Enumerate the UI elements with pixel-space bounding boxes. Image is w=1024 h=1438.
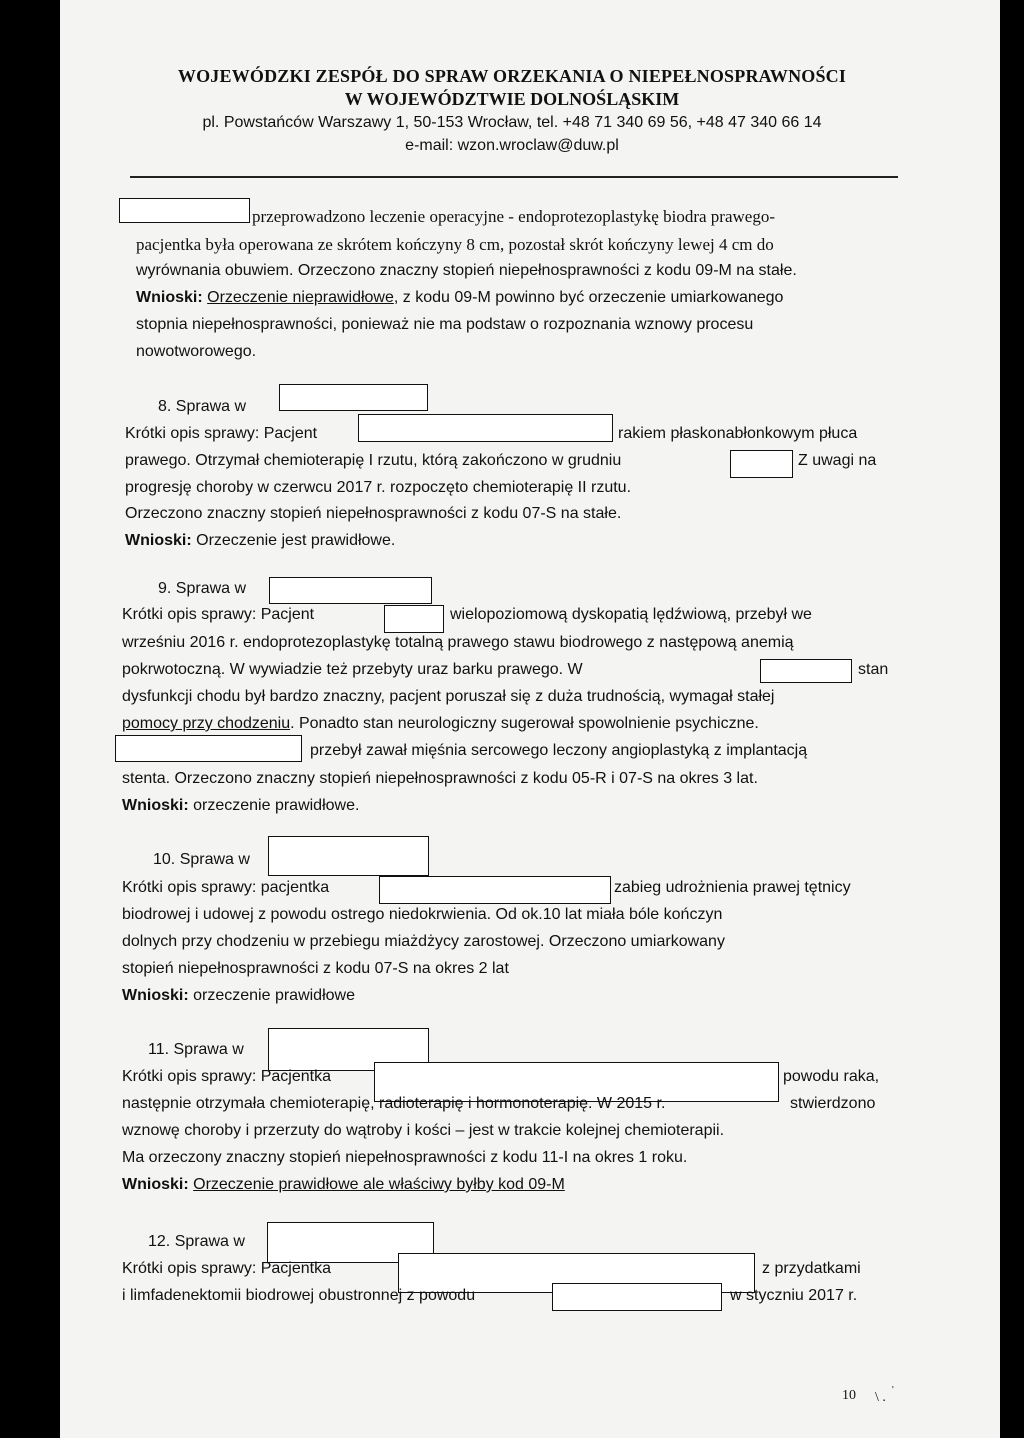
wnioski-text: Orzeczenie jest prawidłowe.: [191, 532, 396, 549]
case9-line1a: Krótki opis sprawy: Pacjent: [122, 606, 315, 623]
wnioski-label: Wnioski:: [122, 797, 189, 814]
page-number: 10: [842, 1388, 856, 1403]
case9-line4: dysfunkcji chodu był bardzo znaczny, pacjent poruszał się z duża trudnością, wymagał stałej: [122, 688, 775, 705]
case9-line5b: . Ponadto stan neurologiczny sugerował spowolnienie psychiczne.: [290, 715, 759, 732]
case11-line3: wznowę choroby i przerzuty do wątroby i kości – jest w trakcie kolejnej chemioterapii.: [122, 1122, 725, 1139]
header-line-1: WOJEWÓDZKI ZESPÓŁ DO SPRAW ORZEKANIA O NIEPEŁNOSPRAWNOŚCI: [177, 66, 847, 86]
case12-title: 12. Sprawa w: [148, 1233, 245, 1250]
redaction-box: [384, 605, 444, 633]
case9-line2: wrześniu 2016 r. endoprotezoplastykę totalną prawego stawu biodrowego z następową anemią: [122, 634, 794, 651]
case9-wnioski: [122, 797, 359, 815]
wnioski-text: orzeczenie prawidłowe.: [188, 797, 360, 814]
wnioski-underlined: Orzeczenie prawidłowe ale właściwy byłby kod 09-M: [193, 1176, 565, 1193]
case8-line3: progresję choroby w czerwcu 2017 r. rozpoczęto chemioterapię II rzutu.: [125, 479, 632, 496]
case12-line1b: z przydatkami: [762, 1260, 861, 1277]
case9-line6: przebył zawał mięśnia sercowego leczony angioplastyką z implantacją: [310, 742, 808, 759]
header-address: pl. Powstańców Warszawy 1, 50-153 Wrocław, tel. +48 71 340 69 56, +48 47 340 66 14: [202, 114, 822, 131]
case9-line7: stenta. Orzeczono znaczny stopień niepełnosprawności z kodu 05-R i 07-S na okres 3 lat.: [122, 770, 758, 787]
case8-line2b: Z uwagi na: [798, 452, 877, 469]
wnioski-label: Wnioski:: [122, 1176, 189, 1193]
wnioski-label: Wnioski:: [125, 532, 192, 549]
case9-line5a: pomocy przy chodzeniu: [122, 715, 291, 732]
redaction-box: [730, 450, 793, 478]
case9-title: 9. Sprawa w: [158, 580, 247, 597]
case11-title: 11. Sprawa w: [148, 1041, 244, 1058]
case8-line1a: Krótki opis sprawy: Pacjent: [125, 425, 318, 442]
redaction-box: [358, 414, 613, 442]
case11-line1a: Krótki opis sprawy: Pacjentka: [122, 1068, 331, 1085]
case7-line1: przeprowadzono leczenie operacyjne - endoprotezoplastykę biodra prawego-: [252, 207, 775, 226]
case7-line6: nowotworowego.: [136, 343, 257, 360]
wnioski-label: Wnioski:: [122, 987, 189, 1004]
case7-line5: stopnia niepełnosprawności, ponieważ nie ma podstaw o rozpoznania wznowy procesu: [136, 316, 754, 333]
case8-line2a: prawego. Otrzymał chemioterapię I rzutu, którą zakończono w grudniu: [125, 452, 622, 469]
wnioski-label: Wnioski:: [136, 289, 203, 306]
case11-line1b: powodu raka,: [783, 1068, 880, 1085]
case12-line2a: i limfadenektomii biodrowej obustronnej z powodu: [122, 1287, 476, 1304]
handwritten-mark: \ .: [875, 1390, 886, 1405]
case8-wnioski: [125, 532, 395, 550]
case7-wnioski: [136, 289, 783, 307]
header-line-2: W WOJEWÓDZTWIE DOLNOŚLĄSKIM: [344, 89, 680, 109]
case10-wnioski: [122, 987, 355, 1005]
case12-line2b: w styczniu 2017 r.: [730, 1287, 858, 1304]
header-rule: [130, 176, 898, 178]
redaction-box: [119, 198, 250, 223]
case12-line1a: Krótki opis sprawy: Pacjentka: [122, 1260, 331, 1277]
redaction-box: [268, 836, 429, 876]
redaction-box: [552, 1283, 722, 1311]
case7-line3: wyrównania obuwiem. Orzeczono znaczny stopień niepełnosprawności z kodu 09-M na stałe.: [136, 262, 797, 279]
case8-title: 8. Sprawa w: [158, 398, 247, 415]
case11-wnioski: [122, 1176, 565, 1194]
case11-line4: Ma orzeczony znaczny stopień niepełnosprawności z kodu 11-I na okres 1 roku.: [122, 1149, 688, 1166]
case9-line3a: pokrwotoczną. W wywiadzie też przebyty uraz barku prawego. W: [122, 661, 583, 678]
case10-line3: dolnych przy chodzeniu w przebiegu miażdżycy zarostowej. Orzeczono umiarkowany: [122, 933, 725, 950]
header-email: e-mail: wzon.wroclaw@duw.pl: [405, 137, 619, 154]
redaction-box: [279, 384, 428, 411]
case10-line4: stopień niepełnosprawności z kodu 07-S na okres 2 lat: [122, 960, 509, 977]
case8-line4: Orzeczono znaczny stopień niepełnosprawności z kodu 07-S na stałe.: [125, 505, 622, 522]
case9-line3b: stan: [858, 661, 889, 678]
case7-line2: pacjentka była operowana ze skrótem kończyny 8 cm, pozostał skrót kończyny lewej 4 cm do: [136, 235, 774, 254]
case9-line5: [122, 715, 759, 733]
case11-line2b: stwierdzono: [790, 1095, 876, 1112]
redaction-box: [115, 735, 302, 762]
redaction-box: [379, 876, 611, 904]
handwritten-tick: ': [892, 1385, 894, 1396]
case10-line1b: zabieg udrożnienia prawej tętnicy: [614, 879, 851, 896]
case10-line2: biodrowej i udowej z powodu ostrego niedokrwienia. Od ok.10 lat miała bóle kończyn: [122, 906, 723, 923]
wnioski-text: orzeczenie prawidłowe: [188, 987, 355, 1004]
case11-line2a: następnie otrzymała chemioterapię, radioterapię i hormonoterapię. W 2015 r.: [122, 1095, 666, 1112]
case7-line4-rest: , z kodu 09-M powinno być orzeczenie umiarkowanego: [393, 289, 784, 306]
case10-line1a: Krótki opis sprawy: pacjentka: [122, 879, 330, 896]
case10-title: 10. Sprawa w: [153, 851, 250, 868]
case9-line1b: wielopoziomową dyskopatią lędźwiową, przebył we: [450, 606, 812, 623]
redaction-box: [269, 577, 432, 604]
wnioski-underlined: Orzeczenie nieprawidłowe: [207, 289, 394, 306]
redaction-box: [760, 659, 852, 683]
case8-line1b: rakiem płaskonabłonkowym płuca: [618, 425, 858, 442]
